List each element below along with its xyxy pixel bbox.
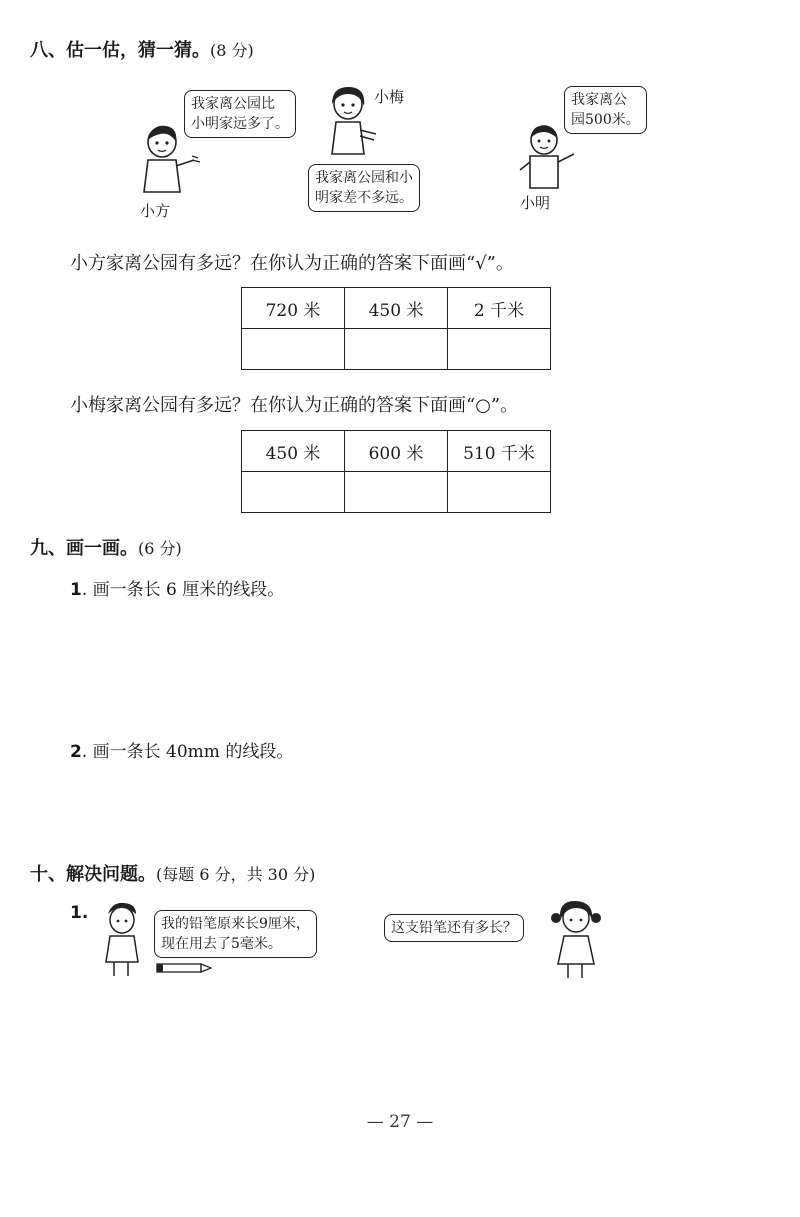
bubble-line: 这支铅笔还有多长？	[391, 920, 517, 936]
speech-bubble-xiaoming	[564, 86, 647, 134]
option-cell: 720 米	[242, 288, 345, 329]
section-10-score: (每题 6 分，共 30 分)	[156, 865, 316, 884]
draw-item-1	[70, 575, 284, 600]
name-xiaofang: 小方	[140, 202, 171, 220]
bubble-line: 明家差不多远。	[315, 190, 413, 206]
drawing-area-1[interactable]	[70, 605, 720, 725]
table-row-answers	[242, 472, 551, 513]
illustration-section-8	[130, 78, 670, 228]
item-text: . 画一条长 6 厘米的线段。	[81, 580, 285, 600]
answer-cell[interactable]	[345, 472, 448, 513]
answer-cell[interactable]	[448, 329, 551, 370]
option-cell: 600 米	[345, 431, 448, 472]
option-cell: 510 千米	[448, 431, 551, 472]
answer-table-1	[241, 287, 551, 370]
table-row-options	[242, 288, 551, 329]
draw-item-2	[70, 737, 293, 762]
answer-cell[interactable]	[242, 329, 345, 370]
section-10-title	[30, 860, 315, 886]
speech-bubble-pencil-girl	[154, 910, 317, 958]
speech-bubble-xiaomei	[308, 164, 420, 212]
drawing-area-2[interactable]	[70, 768, 720, 848]
girl-question-figure	[548, 898, 604, 980]
table-row-answers	[242, 329, 551, 370]
item-text: . 画一条长 40mm 的线段。	[81, 742, 294, 762]
speech-bubble-question	[384, 914, 524, 942]
answer-table-2	[241, 430, 551, 513]
speech-bubble-xiaofang	[184, 90, 296, 138]
section-9-title	[30, 534, 182, 560]
girl-with-pencil-figure	[98, 900, 150, 980]
answer-cell[interactable]	[345, 329, 448, 370]
answer-cell[interactable]	[242, 472, 345, 513]
section-8-score: (8 分)	[210, 41, 254, 60]
name-xiaoming: 小明	[520, 194, 551, 212]
answer-cell[interactable]	[448, 472, 551, 513]
section-10-heading: 十、解决问题。	[30, 864, 156, 885]
bubble-line: 现在用去了5毫米。	[161, 936, 282, 952]
option-cell: 450 米	[345, 288, 448, 329]
name-xiaomei: 小梅	[374, 88, 405, 106]
section-8-heading: 八、估一估，猜一猜。	[30, 40, 210, 61]
question-xiaofang-distance: 小方家离公园有多远？在你认为正确的答案下面画“√”。	[70, 253, 514, 274]
section-9-heading: 九、画一画。	[30, 538, 138, 559]
question-xiaomei-distance: 小梅家离公园有多远？在你认为正确的答案下面画“○”。	[70, 395, 519, 416]
section-9-score: (6 分)	[138, 539, 182, 558]
pencil-icon	[156, 962, 212, 974]
bubble-line: 我家离公园比	[191, 96, 275, 112]
bubble-line: 园500米。	[571, 112, 640, 128]
bubble-line: 我家离公园和小	[315, 170, 413, 186]
page-number: — 27 —	[366, 1112, 434, 1132]
section-8-title	[30, 36, 254, 62]
option-cell: 450 米	[242, 431, 345, 472]
bubble-line: 小明家远多了。	[191, 116, 289, 132]
option-cell: 2 千米	[448, 288, 551, 329]
item-number: 1	[70, 580, 82, 600]
problem-number: 1.	[70, 903, 89, 923]
bubble-line: 我的铅笔原来长9厘米，	[161, 916, 310, 932]
bubble-line: 我家离公	[571, 92, 627, 108]
table-row-options	[242, 431, 551, 472]
item-number: 2	[70, 742, 82, 762]
